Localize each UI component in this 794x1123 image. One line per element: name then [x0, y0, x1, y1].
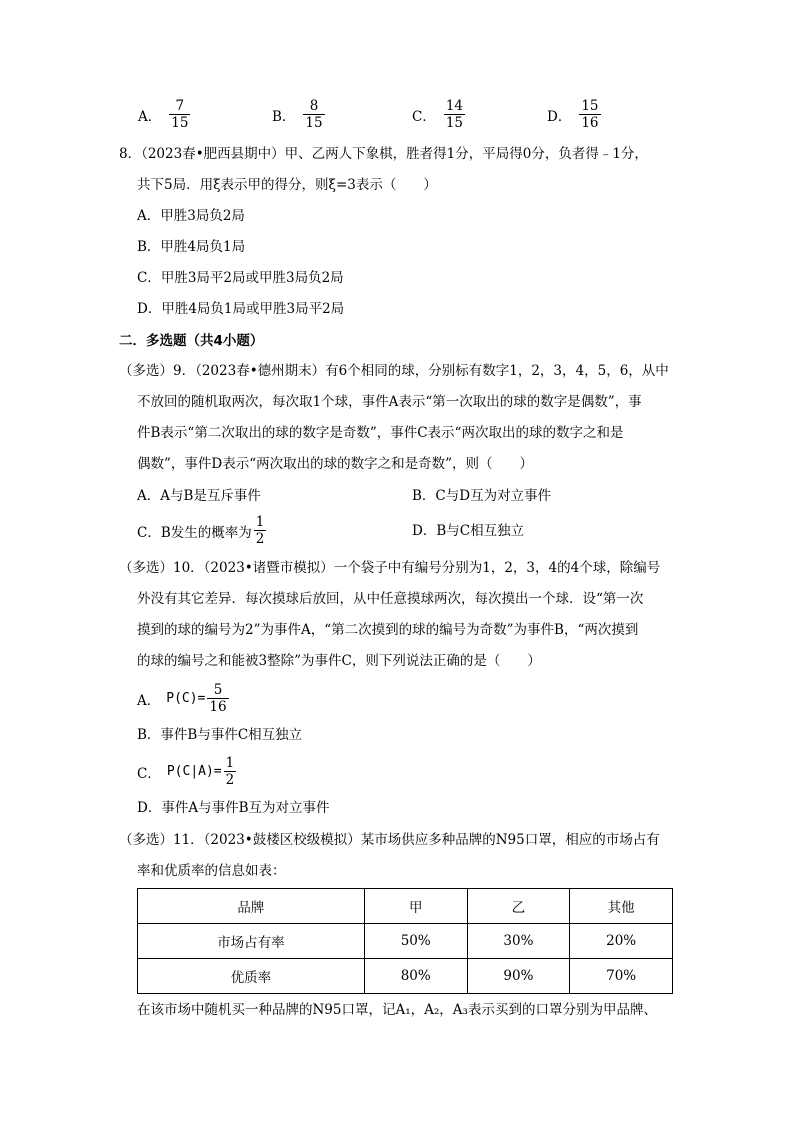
numerator: 5 — [213, 682, 223, 698]
table-row — [138, 924, 673, 959]
q10-option-c — [137, 755, 236, 788]
fraction — [254, 514, 267, 547]
option-label: A． — [137, 692, 161, 709]
section-title: 二．多选题（共4小题） — [119, 333, 264, 349]
q9-option-c — [137, 514, 266, 547]
denominator: 15 — [305, 115, 323, 131]
table-header-cell: 其他 — [570, 889, 673, 924]
fraction — [224, 755, 237, 788]
numerator: 14 — [445, 98, 464, 114]
option-label: D． — [547, 108, 572, 125]
option-text: C．B发生的概率为 — [137, 524, 252, 541]
q9-line-1: （多选）9．（2023春•德州期末）有6个相同的球，分别标有数字1，2，3，4，5，6，从中 — [119, 363, 669, 379]
fraction — [207, 682, 228, 715]
q9-option-a: A．A与B是互斥事件 — [137, 488, 261, 504]
q10-line-3: 摸到的球的编号为2”为事件A，“第二次摸到的球的编号为奇数”为事件B，“两次摸到 — [137, 622, 639, 638]
q10-option-d: D．事件A与事件B互为对立事件 — [137, 800, 330, 816]
numerator: 1 — [225, 755, 235, 771]
fraction — [303, 98, 324, 131]
table-cell: 30% — [467, 924, 570, 959]
q8-line-2: 共下5局．用ξ表示甲的得分，则ξ=3表示（ ） — [137, 177, 437, 193]
table-cell: 80% — [364, 959, 467, 994]
q7-option-d — [547, 98, 601, 131]
numerator: 8 — [309, 98, 319, 114]
q8-line-1: 8．（2023春•肥西县期中）甲、乙两人下象棋，胜者得1分，平局得0分，负者得﹣1分， — [119, 146, 648, 162]
option-label: A． — [138, 108, 162, 125]
denominator: 2 — [255, 531, 265, 547]
q9-option-b: B．C与D互为对立事件 — [412, 488, 552, 504]
table-cell: 70% — [570, 959, 673, 994]
math-expression: P(C)= — [166, 691, 206, 706]
q10-line-4: 的球的编号之和能被3整除”为事件C，则下列说法正确的是（ ） — [137, 653, 541, 669]
math-expression: P(C|A)= — [166, 764, 222, 779]
numerator: 1 — [255, 514, 265, 530]
q9-option-d: D．B与C相互独立 — [412, 523, 525, 539]
q9-line-2: 不放回的随机取两次，每次取1个球，事件A表示“第一次取出的球的数字是偶数”，事 — [137, 394, 642, 410]
q9-line-4: 偶数”，事件D表示“两次取出的球的数字之和是奇数”，则（ ） — [137, 456, 534, 472]
option-label: C． — [412, 108, 436, 125]
table-cell: 优质率 — [138, 959, 365, 994]
q8-option-a: A．甲胜3局负2局 — [137, 208, 245, 224]
q11-line-1: （多选）11．（2023•鼓楼区校级模拟）某市场供应多种品牌的N95口罩，相应的市场占有 — [119, 832, 660, 848]
table-cell: 90% — [467, 959, 570, 994]
info-table — [137, 888, 673, 994]
denominator: 16 — [581, 115, 599, 131]
q8-option-b: B．甲胜4局负1局 — [137, 239, 246, 255]
numerator: 7 — [175, 98, 185, 114]
table-header-cell: 品牌 — [138, 889, 365, 924]
table-header-cell: 乙 — [467, 889, 570, 924]
q10-option-a — [137, 682, 229, 715]
q11-line-3: 在该市场中随机买一种品牌的N95口罩，记A₁，A₂，A₃表示买到的口罩分别为甲品牌、 — [137, 1002, 657, 1018]
table-cell: 20% — [570, 924, 673, 959]
q9-line-3: 件B表示“第二次取出的球的数字是奇数”，事件C表示“两次取出的球的数字之和是 — [137, 425, 624, 441]
denominator: 15 — [445, 115, 464, 131]
denominator: 16 — [209, 699, 227, 715]
table-row — [138, 959, 673, 994]
table-header-row — [138, 889, 673, 924]
q11-line-2: 率和优质率的信息如表： — [137, 863, 286, 879]
q10-line-1: （多选）10．（2023•诸暨市模拟）一个袋子中有编号分别为1，2，3，4的4个球，除编号 — [119, 560, 661, 576]
fraction — [444, 98, 465, 131]
q8-option-c: C．甲胜3局平2局或甲胜3局负2局 — [137, 270, 344, 286]
table-cell: 市场占有率 — [138, 924, 365, 959]
table-header-cell: 甲 — [364, 889, 467, 924]
q10-option-b: B．事件B与事件C相互独立 — [137, 727, 303, 743]
q8-option-d: D．甲胜4局负1局或甲胜3局平2局 — [137, 301, 345, 317]
fraction — [169, 98, 190, 131]
denominator: 15 — [171, 115, 189, 131]
option-label: C． — [137, 765, 161, 782]
q10-line-2: 外没有其它差异．每次摸球后放回，从中任意摸球两次，每次摸出一个球．设“第一次 — [137, 591, 644, 607]
fraction — [579, 98, 600, 131]
q7-option-b — [272, 98, 325, 131]
denominator: 2 — [225, 772, 235, 788]
q7-option-a — [138, 98, 190, 131]
table-cell: 50% — [364, 924, 467, 959]
option-label: B． — [272, 108, 296, 125]
numerator: 15 — [581, 98, 599, 114]
q7-option-c — [412, 98, 465, 131]
